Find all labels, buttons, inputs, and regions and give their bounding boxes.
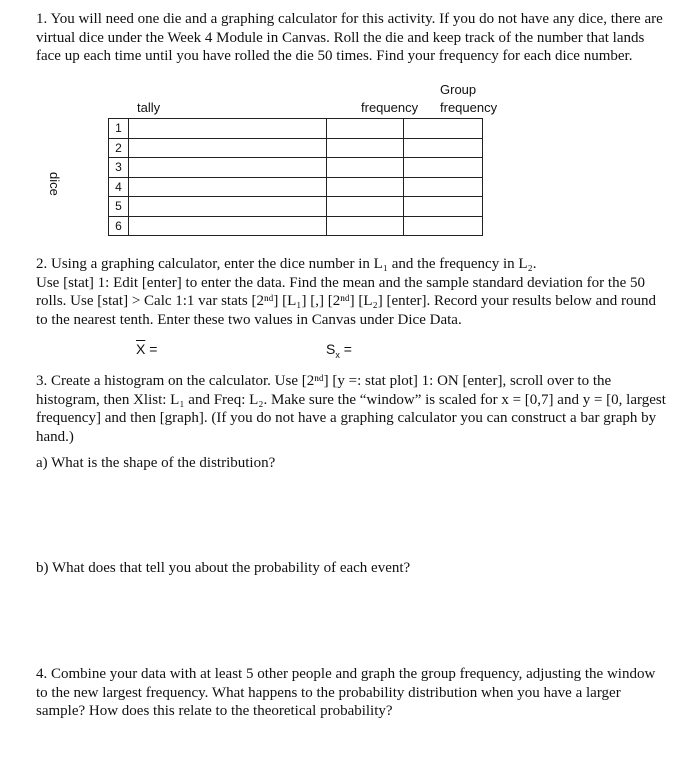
table-row <box>109 216 483 236</box>
question-3a-text: a) What is the shape of the distribution? <box>36 455 276 471</box>
frequency-header: frequency <box>361 100 419 115</box>
group-header-line1: Group <box>440 82 477 97</box>
frequency-cell[interactable] <box>327 197 404 217</box>
mean-label <box>136 341 157 357</box>
group-header-line2: frequency <box>440 100 498 115</box>
group-frequency-cell[interactable] <box>404 216 483 236</box>
table-row <box>109 138 483 158</box>
tally-cell[interactable] <box>129 177 327 197</box>
sd-subscript: x <box>335 349 340 360</box>
sd-equals: = <box>339 341 352 357</box>
table-row <box>109 158 483 178</box>
frequency-cell[interactable] <box>327 216 404 236</box>
tally-cell[interactable] <box>129 158 327 178</box>
dice-number-cell: 3 <box>109 158 129 178</box>
frequency-cell[interactable] <box>327 119 404 139</box>
frequency-table <box>108 118 483 236</box>
group-frequency-cell[interactable] <box>404 158 483 178</box>
table-row <box>109 177 483 197</box>
table-row <box>109 119 483 139</box>
sd-symbol: S <box>326 341 336 357</box>
dice-side-label: dice <box>47 172 62 196</box>
dice-number-cell: 5 <box>109 197 129 217</box>
question-3-text: 3. Create a histogram on the calculator. Use [2ⁿᵈ] [y =: stat plot] 1: ON [enter], scroll over to the histogram, then Xlist: L₁ and Freq: L₂. Make sure the “window” is scaled for x = [0,7] and y = [0, largest frequency] and then [graph]. (If you do not have a graphing calculator you can construct a bar graph by hand.) <box>36 373 666 445</box>
dice-number-cell: 6 <box>109 216 129 236</box>
sd-label <box>326 341 352 360</box>
tally-cell[interactable] <box>129 138 327 158</box>
dice-number-cell: 2 <box>109 138 129 158</box>
group-frequency-cell[interactable] <box>404 197 483 217</box>
frequency-cell[interactable] <box>327 158 404 178</box>
tally-cell[interactable] <box>129 197 327 217</box>
dice-number-cell: 1 <box>109 119 129 139</box>
question-4-text: 4. Combine your data with at least 5 other people and graph the group frequency, adjusting the window to the new largest frequency. What happens to the probability distribution when you have a larger sample? How does this relate to the theoretical probability? <box>36 666 656 720</box>
question-1-text: 1. You will need one die and a graphing calculator for this activity. If you do not have any dice, there are virtual dice under the Week 4 Module in Canvas. Roll the die and keep track of the number that lands face up each time until you have rolled the die 50 times. Find your frequency for each dice number. <box>36 11 663 65</box>
group-frequency-cell[interactable] <box>404 138 483 158</box>
tally-cell[interactable] <box>129 119 327 139</box>
frequency-cell[interactable] <box>327 138 404 158</box>
question-2-text: 2. Using a graphing calculator, enter the dice number in L₁ and the frequency in L₂. Use [stat] 1: Edit [enter] to enter the data. Find the mean and the sample standard deviation for the 50 rolls. Use [stat] > Calc 1:1 var stats [2ⁿᵈ] [L₁] [,] [2ⁿᵈ] [L₂] [enter]. Record your results below and round to the nearest tenth. Enter these two values in Canvas under Dice Data. <box>36 256 657 328</box>
dice-number-cell: 4 <box>109 177 129 197</box>
table-row <box>109 197 483 217</box>
tally-header: tally <box>137 100 161 115</box>
group-frequency-cell[interactable] <box>404 177 483 197</box>
tally-cell[interactable] <box>129 216 327 236</box>
mean-symbol: $\overline{X}$ <box>136 341 146 357</box>
group-frequency-cell[interactable] <box>404 119 483 139</box>
frequency-cell[interactable] <box>327 177 404 197</box>
question-3b-text: b) What does that tell you about the probability of each event? <box>36 560 411 576</box>
mean-equals: = <box>145 341 158 357</box>
